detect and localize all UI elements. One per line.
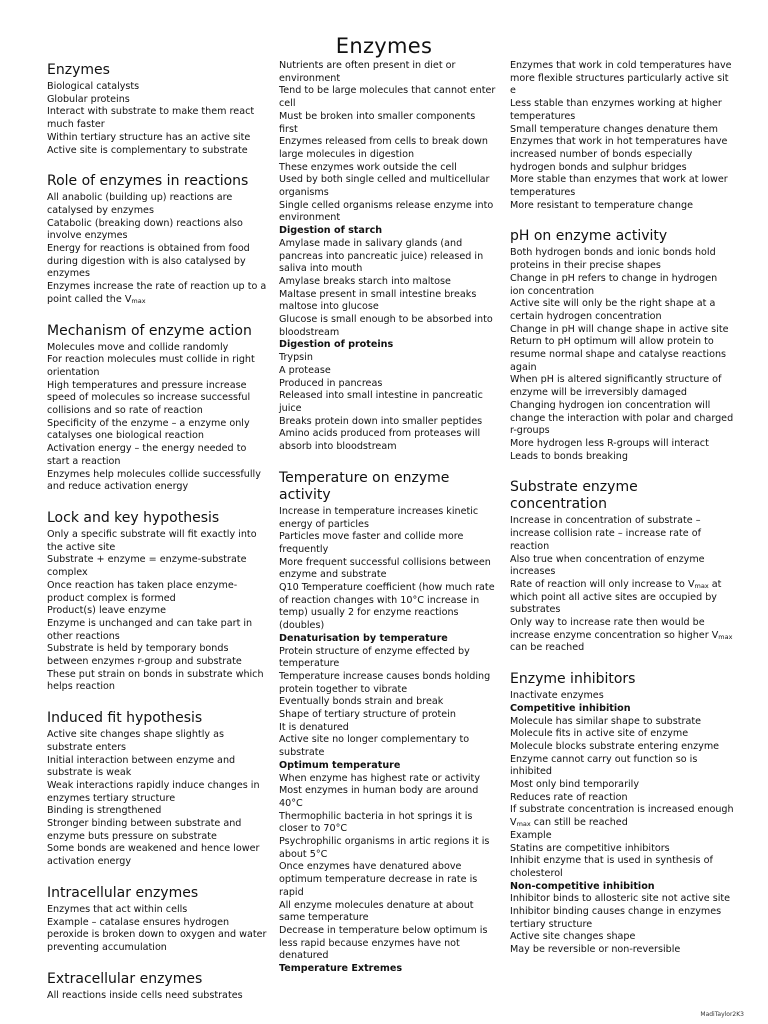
note-text: Also true when concentration of enzyme increases bbox=[510, 553, 705, 578]
note-line bbox=[510, 273, 734, 298]
note-text: Shape of tertiary structure of protein bbox=[279, 709, 456, 721]
section-heading: Enzyme inhibitors bbox=[510, 671, 636, 688]
note-line bbox=[47, 106, 271, 131]
section-heading: Extracellular enzymes bbox=[47, 970, 203, 987]
section-heading: Mechanism of enzyme action bbox=[47, 322, 252, 339]
note-line bbox=[510, 98, 734, 123]
section-heading: Substrate enzyme concentration bbox=[510, 479, 638, 513]
note-text: Breaks protein down into smaller peptides bbox=[279, 415, 483, 427]
note-line bbox=[47, 643, 271, 668]
note-text: Globular proteins bbox=[47, 93, 130, 105]
section bbox=[510, 479, 734, 655]
section bbox=[47, 173, 271, 306]
note-line bbox=[510, 400, 734, 438]
note-text: Trypsin bbox=[279, 352, 313, 364]
note-line bbox=[279, 85, 497, 110]
note-text: Molecules move and collide randomly bbox=[47, 341, 229, 353]
note-line bbox=[47, 218, 271, 243]
note-line bbox=[510, 579, 734, 617]
note-line bbox=[510, 754, 734, 779]
note-text: Eventually bonds strain and break bbox=[279, 696, 444, 708]
note-line bbox=[279, 352, 497, 365]
note-text: Reduces rate of reaction bbox=[510, 791, 628, 803]
note-line bbox=[510, 136, 734, 174]
note-text: Temperature Extremes bbox=[279, 963, 403, 975]
note-line bbox=[279, 289, 497, 314]
section bbox=[510, 60, 734, 212]
note-text: All anabolic (building up) reactions are catalysed by enzymes bbox=[47, 192, 233, 216]
note-text: Inactivate enzymes bbox=[510, 690, 604, 702]
note-line bbox=[279, 709, 497, 722]
note-line bbox=[47, 354, 271, 379]
note-text: Released into small intestine in pancreatic juice bbox=[279, 390, 483, 414]
note-line bbox=[510, 741, 734, 754]
note-line bbox=[510, 124, 734, 137]
note-text: Q10 Temperature coefficient (how much rate of reaction changes with 10°C increase in temp) usually 2 for enzyme reactions (doubles) bbox=[279, 582, 495, 632]
note-line bbox=[510, 830, 734, 843]
column-1 bbox=[47, 60, 271, 1002]
note-line bbox=[510, 324, 734, 337]
note-line bbox=[47, 243, 271, 281]
note-text: Used by both single celled and multicellular organisms bbox=[279, 174, 490, 199]
column-3 bbox=[510, 60, 734, 957]
note-text: Tend to be large molecules that cannot enter cell bbox=[279, 85, 496, 110]
note-text: Enzymes that work in hot temperatures have increased number of bonds especially hydrogen bonds and sulphur bridges bbox=[510, 136, 728, 173]
note-text: Temperature increase causes bonds holding protein together to vibrate bbox=[279, 670, 491, 695]
note-line bbox=[510, 60, 734, 98]
note-line bbox=[279, 773, 497, 786]
note-text: Biological catalysts bbox=[47, 81, 140, 92]
note-line bbox=[510, 554, 734, 579]
section-heading: pH on enzyme activity bbox=[510, 228, 668, 245]
note-text: Competitive inhibition bbox=[510, 702, 631, 714]
note-line bbox=[510, 855, 734, 880]
author-credit: MadiTaylor2K3 bbox=[700, 1011, 744, 1018]
note-text: Enzymes increase the rate of reaction up to a point called the V bbox=[47, 281, 267, 305]
note-text: Psychrophilic organisms in artic regions it is about 5°C bbox=[279, 836, 490, 860]
note-line bbox=[47, 805, 271, 818]
note-text: Less stable than enzymes working at higher temperatures bbox=[510, 98, 722, 122]
note-text: Activation energy – the energy needed to start a reaction bbox=[47, 443, 247, 467]
note-line bbox=[279, 557, 497, 582]
note-line bbox=[279, 582, 497, 633]
note-text: Both hydrogen bonds and ionic bonds hold proteins in their precise shapes bbox=[510, 247, 716, 272]
note-text: Active site will only be the right shape at a certain hydrogen concentration bbox=[510, 298, 716, 322]
note-line bbox=[279, 60, 497, 85]
note-text: Non-competitive inhibition bbox=[510, 880, 655, 892]
note-line bbox=[510, 906, 734, 931]
page-title: Enzymes bbox=[335, 34, 433, 58]
section bbox=[47, 710, 271, 869]
note-line bbox=[47, 554, 271, 579]
note-text: Only a specific substrate will fit exactly into the active site bbox=[47, 528, 257, 553]
note-line bbox=[47, 904, 271, 917]
note-text: Enzymes help molecules collide successfully and reduce activation energy bbox=[47, 468, 261, 493]
note-text: Binding is strengthened bbox=[47, 805, 162, 817]
note-text: Example bbox=[510, 829, 552, 841]
note-line bbox=[510, 716, 734, 729]
note-text: Inhibitor binding causes change in enzymes tertiary structure bbox=[510, 906, 722, 930]
subscript-text: max bbox=[131, 296, 146, 305]
note-text: All enzyme molecules denature at about same temperature bbox=[279, 899, 474, 924]
note-line bbox=[47, 443, 271, 468]
note-text: Enzymes that act within cells bbox=[47, 903, 188, 915]
note-line bbox=[279, 836, 497, 861]
note-text: Interact with substrate to make them react much faster bbox=[47, 106, 255, 131]
note-line bbox=[47, 145, 271, 158]
note-line bbox=[279, 861, 497, 899]
section-heading: Induced fit hypothesis bbox=[47, 710, 203, 727]
note-text-continued: can still be reached bbox=[530, 817, 628, 829]
note-text: Example – catalase ensures hydrogen peroxide is broken down to oxygen and water preventing accumulation bbox=[47, 916, 267, 953]
note-text: Most enzymes in human body are around 40°C bbox=[279, 785, 479, 809]
note-line bbox=[279, 238, 497, 276]
note-line bbox=[510, 617, 734, 655]
note-text: Return to pH optimum will allow protein to resume normal shape and catalyse reactions again bbox=[510, 336, 727, 373]
subscript-text: max bbox=[516, 820, 531, 829]
note-line bbox=[47, 780, 271, 805]
note-text: Specificity of the enzyme – a enzyme only catalyses one biological reaction bbox=[47, 417, 250, 442]
note-line bbox=[510, 515, 734, 553]
note-line bbox=[279, 811, 497, 836]
note-line bbox=[279, 900, 497, 925]
note-line bbox=[279, 646, 497, 671]
note-text: Once reaction has taken place enzyme-product complex is formed bbox=[47, 579, 238, 604]
note-line bbox=[279, 162, 497, 175]
note-line bbox=[510, 247, 734, 272]
note-text: All reactions inside cells need substrates bbox=[47, 989, 243, 1001]
note-text: Must be broken into smaller components first bbox=[279, 110, 476, 135]
note-line bbox=[510, 779, 734, 792]
note-text: Inhibit enzyme that is used in synthesis of cholesterol bbox=[510, 855, 713, 879]
note-text: Produced in pancreas bbox=[279, 377, 383, 389]
note-text: Maltase present in small intestine breaks maltose into glucose bbox=[279, 288, 477, 313]
note-text: Substrate + enzyme = enzyme-substrate complex bbox=[47, 554, 247, 579]
section-heading: Lock and key hypothesis bbox=[47, 509, 220, 526]
note-text: Optimum temperature bbox=[279, 759, 401, 771]
section bbox=[47, 323, 271, 494]
note-line bbox=[279, 390, 497, 415]
note-text: Initial interaction between enzyme and substrate is weak bbox=[47, 754, 236, 779]
note-line bbox=[47, 755, 271, 780]
note-line bbox=[510, 843, 734, 856]
note-line bbox=[47, 380, 271, 418]
note-text-continued: can be reached bbox=[510, 642, 585, 654]
note-text: Protein structure of enzyme effected by temperature bbox=[279, 645, 470, 670]
note-text: Nutrients are often present in diet or environment bbox=[279, 60, 456, 84]
note-text: More frequent successful collisions between enzyme and substrate bbox=[279, 556, 491, 581]
note-text: Increase in concentration of substrate – increase collision rate – increase rate of reaction bbox=[510, 515, 701, 552]
note-line bbox=[279, 722, 497, 735]
note-text: Most only bind temporarily bbox=[510, 779, 640, 791]
note-line bbox=[279, 276, 497, 289]
note-text: Change in pH refers to change in hydrogen ion concentration bbox=[510, 272, 718, 297]
note-text: Amylase made in salivary glands (and pancreas into pancreatic juice) released in saliva into mouth bbox=[279, 237, 484, 275]
note-line bbox=[47, 469, 271, 494]
note-line bbox=[47, 132, 271, 145]
note-line bbox=[47, 843, 271, 868]
note-line bbox=[279, 671, 497, 696]
note-line bbox=[47, 669, 271, 694]
note-text: Stronger binding between substrate and enzyme buts pressure on substrate bbox=[47, 818, 242, 842]
note-line bbox=[510, 374, 734, 399]
note-text: Only way to increase rate then would be increase enzyme concentration so higher V bbox=[510, 617, 719, 641]
note-line bbox=[510, 336, 734, 374]
note-text: Increase in temperature increases kinetic energy of particles bbox=[279, 505, 479, 530]
note-line bbox=[47, 192, 271, 217]
note-text: Amylase breaks starch into maltose bbox=[279, 275, 451, 287]
section bbox=[279, 470, 497, 976]
note-text: Statins are competitive inhibitors bbox=[510, 842, 670, 854]
note-line bbox=[47, 342, 271, 355]
subheading bbox=[279, 339, 497, 352]
note-text: Weak interactions rapidly induce changes in enzymes tertiary structure bbox=[47, 779, 260, 804]
subheading bbox=[510, 703, 734, 716]
section bbox=[47, 62, 271, 157]
note-line bbox=[510, 792, 734, 805]
note-text: More resistant to temperature change bbox=[510, 199, 694, 211]
note-text: Molecule fits in active site of enzyme bbox=[510, 728, 689, 740]
note-line bbox=[279, 378, 497, 391]
note-line bbox=[279, 785, 497, 810]
section bbox=[510, 228, 734, 463]
subheading bbox=[279, 225, 497, 238]
note-text: Amino acids produced from proteases will absorb into bloodstream bbox=[279, 428, 481, 453]
note-text: Active site changes shape bbox=[510, 931, 636, 943]
note-text: High temperatures and pressure increase speed of molecules so increase successful collisions and so rate of reaction bbox=[47, 379, 251, 417]
note-text: Enzymes that work in cold temperatures have more flexible structures particularly active sit e bbox=[510, 60, 732, 97]
note-line bbox=[279, 174, 497, 199]
note-line bbox=[510, 690, 734, 703]
note-text: More stable than enzymes that work at lower temperatures bbox=[510, 174, 728, 199]
note-text: These enzymes work outside the cell bbox=[279, 161, 457, 173]
note-text: Decrease in temperature below optimum is less rapid because enzymes have not denatured bbox=[279, 925, 488, 962]
note-text: Glucose is small enough to be absorbed into bloodstream bbox=[279, 314, 493, 338]
note-text: If substrate concentration is increased enough V bbox=[510, 804, 734, 829]
note-line bbox=[510, 451, 734, 464]
note-line bbox=[47, 529, 271, 554]
note-line bbox=[510, 298, 734, 323]
note-line bbox=[47, 81, 271, 94]
note-line bbox=[47, 94, 271, 107]
note-text: For reaction molecules must collide in right orientation bbox=[47, 354, 255, 378]
note-text: Active site no longer complementary to substrate bbox=[279, 734, 470, 759]
note-text: Thermophilic bacteria in hot springs it is closer to 70°C bbox=[279, 810, 473, 835]
note-text: Enzymes released from cells to break down large molecules in digestion bbox=[279, 136, 488, 160]
subheading bbox=[279, 760, 497, 773]
note-text: Product(s) leave enzyme bbox=[47, 605, 166, 617]
note-text: Changing hydrogen ion concentration will change the interaction with polar and charged r-groups bbox=[510, 399, 734, 437]
note-text: Rate of reaction will only increase to V bbox=[510, 578, 695, 590]
note-text: Some bonds are weakened and hence lower activation energy bbox=[47, 843, 260, 868]
note-line bbox=[279, 200, 497, 225]
note-line bbox=[510, 944, 734, 957]
subheading bbox=[279, 963, 497, 976]
note-line bbox=[279, 531, 497, 556]
note-text: Enzyme is unchanged and can take part in other reactions bbox=[47, 617, 253, 642]
note-text: Catabolic (breaking down) reactions also involve enzymes bbox=[47, 217, 243, 242]
note-text: Digestion of starch bbox=[279, 225, 383, 237]
note-text: Molecule blocks substrate entering enzyme bbox=[510, 740, 720, 752]
section bbox=[47, 971, 271, 1003]
section-heading: Role of enzymes in reactions bbox=[47, 173, 249, 190]
note-text: More hydrogen less R-groups will interact bbox=[510, 437, 709, 449]
note-line bbox=[279, 365, 497, 378]
note-text-continued: at which point all active sites are occupied by substrates bbox=[510, 578, 722, 616]
subheading bbox=[510, 881, 734, 894]
note-text: Small temperature changes denature them bbox=[510, 123, 718, 135]
section-heading: Temperature on enzyme activity bbox=[279, 469, 450, 503]
note-line bbox=[279, 428, 497, 453]
note-line bbox=[47, 618, 271, 643]
note-line bbox=[279, 734, 497, 759]
note-text: Once enzymes have denatured above optimum temperature decrease in rate is rapid bbox=[279, 861, 478, 898]
note-line bbox=[510, 931, 734, 944]
note-line bbox=[510, 174, 734, 199]
note-line bbox=[47, 818, 271, 843]
note-line bbox=[279, 136, 497, 161]
note-line bbox=[279, 696, 497, 709]
note-line bbox=[47, 605, 271, 618]
note-line bbox=[510, 804, 734, 829]
section bbox=[47, 885, 271, 955]
note-text: Molecule has similar shape to substrate bbox=[510, 715, 702, 727]
note-line bbox=[510, 438, 734, 451]
section bbox=[510, 671, 734, 957]
section bbox=[279, 60, 497, 454]
note-text: These put strain on bonds in substrate which helps reaction bbox=[47, 668, 264, 693]
note-line bbox=[47, 917, 271, 955]
note-text: It is denatured bbox=[279, 721, 349, 733]
note-text: Single celled organisms release enzyme into environment bbox=[279, 199, 494, 224]
note-text: Denaturisation by temperature bbox=[279, 632, 448, 644]
note-text: Particles move faster and collide more frequently bbox=[279, 531, 464, 555]
note-line bbox=[279, 925, 497, 963]
note-line bbox=[279, 416, 497, 429]
section bbox=[47, 510, 271, 694]
section-heading: Enzymes bbox=[47, 62, 110, 78]
note-line bbox=[279, 506, 497, 531]
note-line bbox=[47, 729, 271, 754]
note-text: Active site changes shape slightly as substrate enters bbox=[47, 729, 224, 753]
subscript-text: max bbox=[718, 632, 733, 641]
subscript-text: max bbox=[694, 581, 709, 590]
note-text: When pH is altered significantly structure of enzyme will be irreversibly damaged bbox=[510, 374, 722, 399]
column-2 bbox=[279, 60, 497, 976]
note-text: Substrate is held by temporary bonds between enzymes r-group and substrate bbox=[47, 643, 242, 668]
note-line bbox=[510, 200, 734, 213]
note-line bbox=[47, 418, 271, 443]
subheading bbox=[279, 633, 497, 646]
note-text: Inhibitor binds to allosteric site not active site bbox=[510, 893, 731, 905]
section-heading: Intracellular enzymes bbox=[47, 884, 199, 901]
note-line bbox=[279, 111, 497, 136]
note-text: When enzyme has highest rate or activity bbox=[279, 772, 480, 784]
note-text: Leads to bonds breaking bbox=[510, 450, 628, 462]
note-text: Within tertiary structure has an active site bbox=[47, 131, 251, 143]
note-line bbox=[47, 990, 271, 1003]
note-text: Change in pH will change shape in active site bbox=[510, 323, 729, 335]
note-line bbox=[510, 893, 734, 906]
note-line bbox=[510, 728, 734, 741]
note-text: Digestion of proteins bbox=[279, 339, 394, 351]
note-line bbox=[47, 281, 271, 306]
note-text: May be reversible or non-reversible bbox=[510, 944, 681, 956]
note-text: A protease bbox=[279, 364, 331, 376]
note-line bbox=[47, 580, 271, 605]
note-text: Enzyme cannot carry out function so is inhibited bbox=[510, 753, 698, 778]
note-text: Energy for reactions is obtained from food during digestion with is also catalysed by enzymes bbox=[47, 243, 250, 280]
note-line bbox=[279, 314, 497, 339]
note-text: Active site is complementary to substrate bbox=[47, 144, 248, 156]
